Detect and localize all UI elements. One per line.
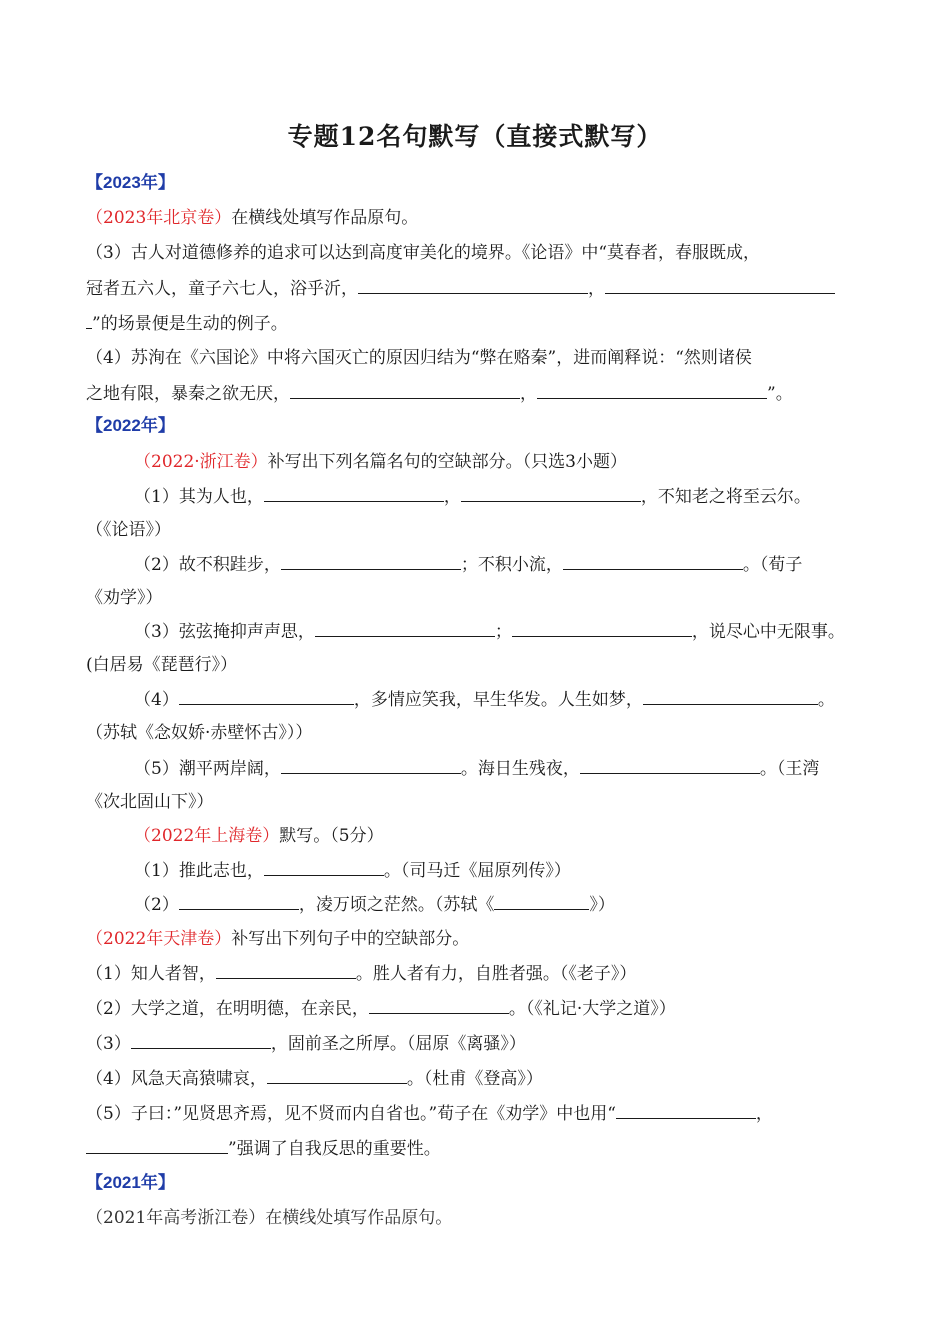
instruction: 默写。（5分） — [279, 826, 384, 846]
source-2021-zhejiang: （2021年高考浙江卷）在横线处填写作品原句。 — [86, 1208, 453, 1228]
text: ，凌万顷之茫然。（苏轼《 — [298, 895, 495, 915]
answer-blank[interactable] — [315, 620, 495, 637]
text: （4）风急天高猿啸哀， — [86, 1069, 267, 1089]
source-tag: （2022年上海卷） — [134, 826, 280, 846]
answer-blank[interactable] — [86, 1137, 228, 1154]
answer-blank[interactable] — [267, 1067, 407, 1084]
source-tag: （2022年天津卷） — [86, 929, 232, 949]
instruction: 在横线处填写作品原句。 — [231, 208, 419, 228]
zj-q2 — [134, 553, 894, 576]
text: （1）知人者智， — [86, 964, 216, 984]
zj-q4-cite: （苏轼《念奴娇·赤壁怀古》）） — [86, 723, 313, 743]
q3-line3 — [86, 312, 886, 335]
zj-q3 — [134, 620, 894, 643]
page-title: 专题12名句默写（直接式默写） — [287, 122, 663, 151]
text: ”。 — [767, 384, 793, 404]
instruction: 补写出下列名篇名句的空缺部分。（只选3小题） — [267, 452, 627, 472]
section-2022-label: 【2022年】 — [86, 416, 175, 435]
answer-blank[interactable] — [563, 553, 743, 570]
section-2021-label: 【2021年】 — [86, 1173, 175, 1192]
text: （3）弦弦掩抑声声思， — [134, 622, 315, 642]
answer-blank[interactable] — [461, 485, 641, 502]
source-tag: （2023年北京卷） — [86, 208, 232, 228]
text: ， — [755, 1104, 773, 1124]
q4-line2 — [86, 382, 886, 405]
text: （2） — [134, 895, 179, 915]
zj-q5-cite: 《次北固山下》） — [86, 792, 214, 812]
answer-blank[interactable] — [179, 893, 299, 910]
instruction: 补写出下列句子中的空缺部分。 — [231, 929, 470, 949]
text: （5）潮平两岸阔， — [134, 759, 281, 779]
answer-blank[interactable] — [281, 757, 461, 774]
tj-q4 — [86, 1067, 886, 1090]
text: ，多情应笑我，早生华发。人生如梦， — [353, 690, 643, 710]
text: （1）推此志也， — [134, 861, 264, 881]
answer-blank[interactable] — [281, 553, 461, 570]
answer-blank[interactable] — [605, 277, 835, 294]
zj-q2-cite: 《劝学》） — [86, 588, 163, 608]
tj-q2 — [86, 997, 886, 1020]
text: 。（荀子 — [742, 555, 803, 575]
answer-blank[interactable] — [179, 688, 354, 705]
q4-line1: （4）苏洵在《六国论》中将六国灭亡的原因归结为“弊在赂秦”，进而阐释说：“然则诸侯 — [86, 348, 752, 368]
text: ， — [443, 487, 461, 507]
source-tag: （2022·浙江卷） — [134, 452, 268, 472]
source-2022-tianjin — [86, 928, 886, 950]
text: 。海日生残夜， — [460, 759, 580, 779]
zj-q3-cite: (白居易《琵琶行》） — [86, 655, 238, 675]
tj-q1 — [86, 962, 886, 985]
text: ； — [494, 622, 512, 642]
zj-q1-cite: （《论语》） — [86, 520, 171, 540]
text: 。（王湾 — [759, 759, 820, 779]
tj-q5 — [86, 1102, 886, 1125]
text: ，说尽心中无限事。 — [691, 622, 845, 642]
text: （3） — [86, 1034, 131, 1054]
text: ，固前圣之所厚。（屈原《离骚》） — [270, 1034, 526, 1054]
tj-q5-cont — [86, 1137, 886, 1160]
text: ，不知老之将至云尔。 — [640, 487, 811, 507]
answer-blank[interactable] — [494, 893, 589, 910]
answer-blank[interactable] — [216, 962, 356, 979]
source-2023-beijing — [86, 207, 886, 229]
text: 》） — [589, 895, 615, 915]
tj-q3 — [86, 1032, 886, 1055]
sh-q2 — [134, 893, 894, 916]
q3-line1: （3）古人对道德修养的追求可以达到高度审美化的境界。《论语》中“莫春者，春服既成， — [86, 243, 761, 263]
text: 。 — [817, 690, 835, 710]
text: 。（杜甫《登高》） — [406, 1069, 543, 1089]
text: ”的场景便是生动的例子。 — [92, 314, 288, 334]
text: ， — [520, 384, 537, 404]
text: ；不积小流， — [460, 555, 563, 575]
answer-blank[interactable] — [358, 277, 588, 294]
text: 。（司马迁《屈原列传》） — [383, 861, 571, 881]
q3-line2 — [86, 277, 886, 300]
source-2022-shanghai — [134, 825, 894, 847]
text: 之地有限，暴秦之欲无厌， — [86, 384, 290, 404]
text: （2）故不积跬步， — [134, 555, 281, 575]
text: ， — [588, 279, 605, 299]
text: ”强调了自我反思的重要性。 — [228, 1139, 441, 1159]
zj-q1 — [134, 485, 894, 508]
text: （5）子曰：”见贤思齐焉，见不贤而内自省也。”荀子在《劝学》中也用“ — [86, 1104, 616, 1124]
answer-blank[interactable] — [290, 382, 520, 399]
answer-blank[interactable] — [369, 997, 509, 1014]
text: （4） — [134, 690, 179, 710]
text: 。胜人者有力，自胜者强。（《老子》） — [355, 964, 637, 984]
answer-blank[interactable] — [537, 382, 767, 399]
text: （2）大学之道，在明明德，在亲民， — [86, 999, 369, 1019]
sh-q1 — [134, 859, 894, 882]
answer-blank[interactable] — [616, 1102, 756, 1119]
zj-q4 — [134, 688, 894, 711]
answer-blank[interactable] — [131, 1032, 271, 1049]
zj-q5 — [134, 757, 894, 780]
text: 。（《礼记·大学之道》） — [508, 999, 676, 1019]
answer-blank[interactable] — [264, 485, 444, 502]
text: （1）其为人也， — [134, 487, 264, 507]
section-2023-label: 【2023年】 — [86, 173, 175, 192]
answer-blank[interactable] — [264, 859, 384, 876]
source-2022-zhejiang — [134, 451, 894, 473]
text: 冠者五六人，童子六七人，浴乎沂， — [86, 279, 358, 299]
answer-blank[interactable] — [643, 688, 818, 705]
answer-blank[interactable] — [580, 757, 760, 774]
answer-blank[interactable] — [512, 620, 692, 637]
